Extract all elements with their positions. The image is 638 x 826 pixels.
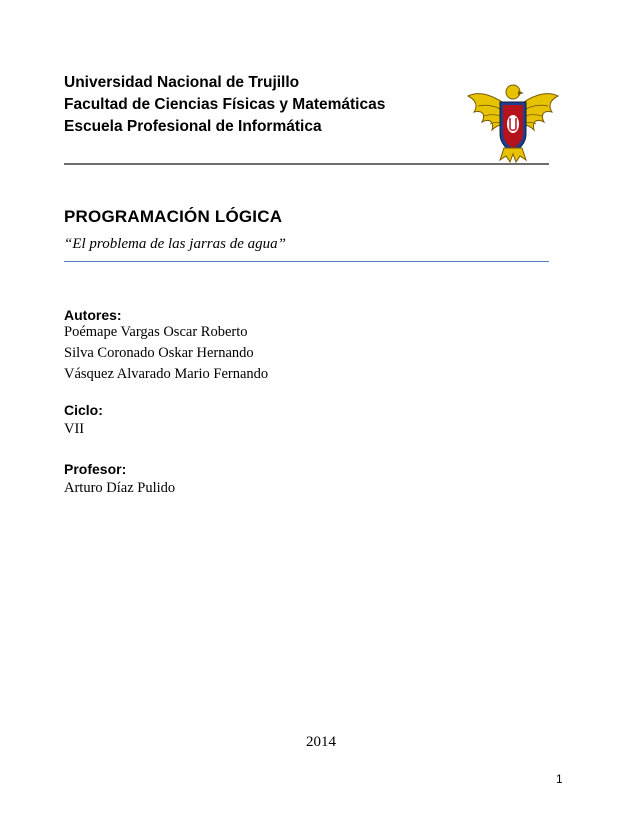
- institution-header: [64, 72, 385, 138]
- university-name: Universidad Nacional de Trujillo: [64, 74, 300, 91]
- professor-name: Arturo Díaz Pulido: [64, 480, 176, 496]
- professor-label: Profesor:: [64, 461, 127, 477]
- document-title: PROGRAMACIÓN LÓGICA: [64, 207, 283, 226]
- authors-label: Autores:: [64, 307, 122, 323]
- university-crest-icon: [466, 78, 560, 164]
- faculty-name: Facultad de Ciencias Físicas y Matemáticas: [64, 96, 386, 113]
- author-name: Poémape Vargas Oscar Roberto: [64, 324, 248, 340]
- document-subtitle: “El problema de las jarras de agua”: [64, 236, 286, 252]
- header-divider: [64, 163, 549, 165]
- page-number: 1: [556, 772, 563, 786]
- author-name: Vásquez Alvarado Mario Fernando: [64, 366, 269, 382]
- cycle-value: VII: [64, 421, 85, 437]
- document-year: 2014: [306, 734, 336, 750]
- title-divider: [64, 261, 549, 262]
- author-name: Silva Coronado Oskar Hernando: [64, 345, 254, 361]
- cycle-label: Ciclo:: [64, 402, 103, 418]
- school-name: Escuela Profesional de Informática: [64, 118, 322, 135]
